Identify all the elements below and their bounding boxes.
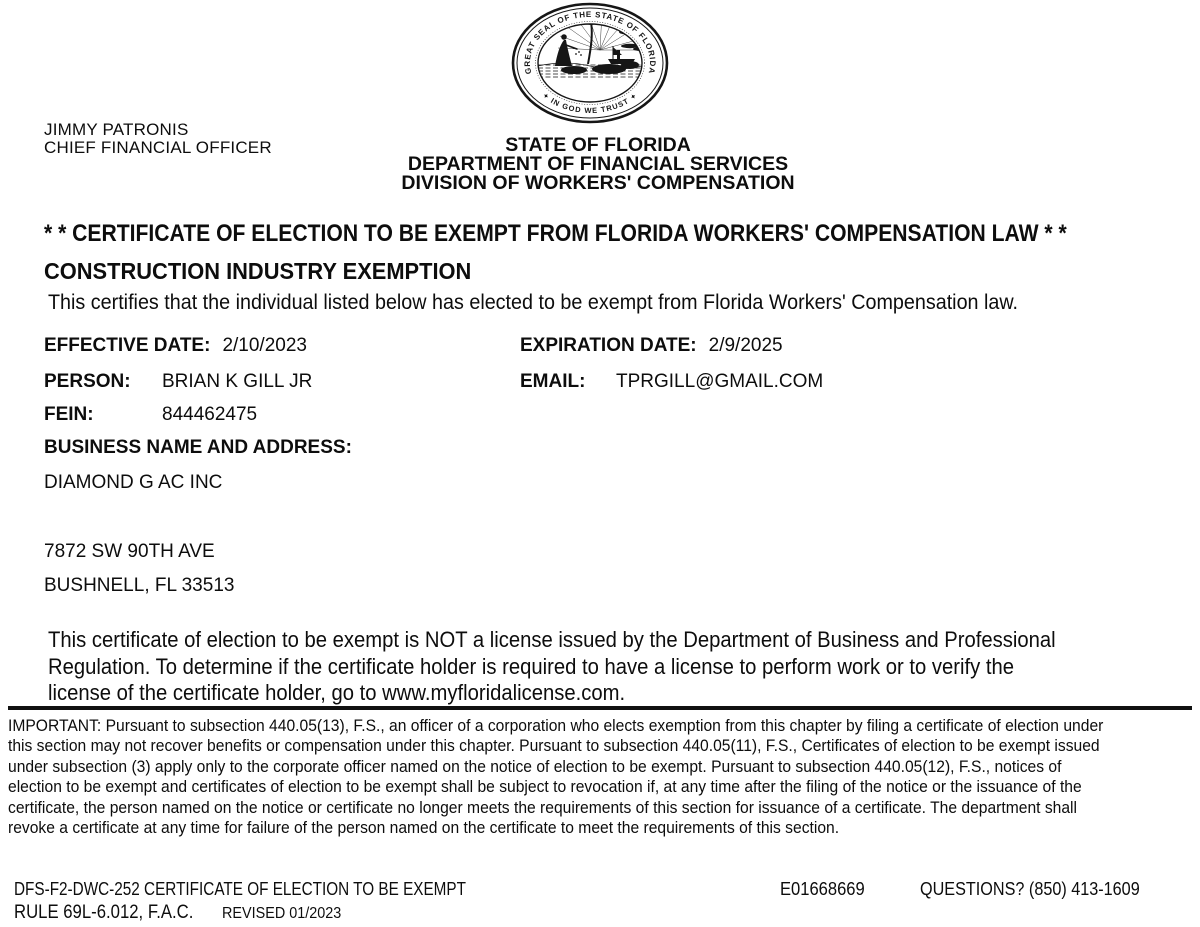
questions-phone: QUESTIONS? (850) 413-1609 (920, 879, 1140, 899)
important-notice-line: this section may not recover benefits or compensation under this chapter. Pursuant to subsection 440.05(11), F.S., Certificates of election to be exempt issued (8, 736, 1100, 756)
expiration-date-value: 2/9/2025 (708, 335, 783, 356)
important-notice-line: under subsection (3) apply only to the corporate officer named on the notice of election to be exempt. Pursuant to subsection 440.05(12), F.S., notices of (8, 756, 1062, 776)
cfo-name: JIMMY PATRONIS (44, 120, 189, 139)
agency-state-line: STATE OF FLORIDA (505, 134, 691, 156)
document-number: E01668669 (780, 879, 865, 899)
email-label: EMAIL: (520, 371, 586, 392)
agency-division-line: DIVISION OF WORKERS' COMPENSATION (401, 171, 795, 194)
address-line-2: BUSHNELL, FL 33513 (44, 575, 235, 596)
fein-row (44, 404, 257, 426)
seal-ring-text-top: GREAT SEAL OF THE STATE OF FLORIDA (522, 9, 658, 75)
license-note-line: Regulation. To determine if the certificate holder is required to have a license to perform work or to verify the (48, 653, 1015, 679)
business-name-label: BUSINESS NAME AND ADDRESS: (44, 437, 352, 458)
license-note-line: This certificate of election to be exempt is NOT a license issued by the Department of Business and Professional (48, 627, 1056, 652)
rule-revision-line (14, 902, 354, 924)
rule-number: RULE 69L-6.012, F.A.C. (14, 902, 194, 923)
important-notice-line: certificate, the person named on the notice or certificate no longer meets the requirements of this section for issuance of a certificate. The department shall (8, 797, 1078, 817)
person-value: BRIAN K GILL JR (162, 371, 313, 392)
important-notice-line: revoke a certificate at any time for failure of the person named on the certificate to meet the requirements of this section. (8, 818, 840, 838)
form-number-line: DFS-F2-DWC-252 CERTIFICATE OF ELECTION TO BE EXEMPT (14, 879, 466, 899)
license-note (48, 627, 1143, 707)
certificate-subtitle: CONSTRUCTION INDUSTRY EXEMPTION (44, 258, 472, 284)
email-value: TPRGILL@GMAIL.COM (616, 371, 824, 392)
important-notice-line: IMPORTANT: Pursuant to subsection 440.05(13), F.S., an officer of a corporation who elects exemption from this chapter by filing a certificate of election under (8, 716, 1104, 735)
agency-department-line: DEPARTMENT OF FINANCIAL SERVICES (407, 152, 789, 175)
revision-date: REVISED 01/2023 (221, 905, 342, 922)
person-label: PERSON: (44, 371, 131, 392)
certifies-statement: This certifies that the individual listed below has elected to be exempt from Florida Workers' Compensation law. (48, 291, 1019, 314)
important-notice-line: election to be exempt and certificates of election to be exempt shall be subject to revocation if, at any time after the filing of the notice or the issuance of the (8, 777, 1082, 797)
person-row (44, 371, 312, 393)
seal-ring-text-bottom: ✦ IN GOD WE TRUST ✦ (540, 90, 640, 116)
certificate-title: * * CERTIFICATE OF ELECTION TO BE EXEMPT FROM FLORIDA WORKERS' COMPENSATION LAW * * (44, 220, 1067, 247)
cfo-title: CHIEF FINANCIAL OFFICER (44, 138, 272, 157)
email-row (520, 371, 823, 393)
divider-rule (8, 706, 1192, 710)
effective-date-label: EFFECTIVE DATE: (44, 335, 211, 356)
agency-header (198, 136, 998, 192)
expiration-date-label: EXPIRATION DATE: (520, 335, 697, 356)
effective-date-value: 2/10/2023 (222, 335, 307, 356)
license-note-line: license of the certificate holder, go to www.myfloridalicense.com. (48, 680, 626, 705)
important-notice (8, 716, 1199, 838)
fein-label: FEIN: (44, 404, 94, 425)
florida-state-seal-icon (510, 2, 670, 124)
business-name-value: DIAMOND G AC INC (44, 472, 223, 493)
fein-value: 844462475 (162, 404, 258, 425)
address-line-1: 7872 SW 90TH AVE (44, 541, 215, 562)
effective-date-row (44, 335, 307, 357)
expiration-date-row (520, 335, 783, 357)
